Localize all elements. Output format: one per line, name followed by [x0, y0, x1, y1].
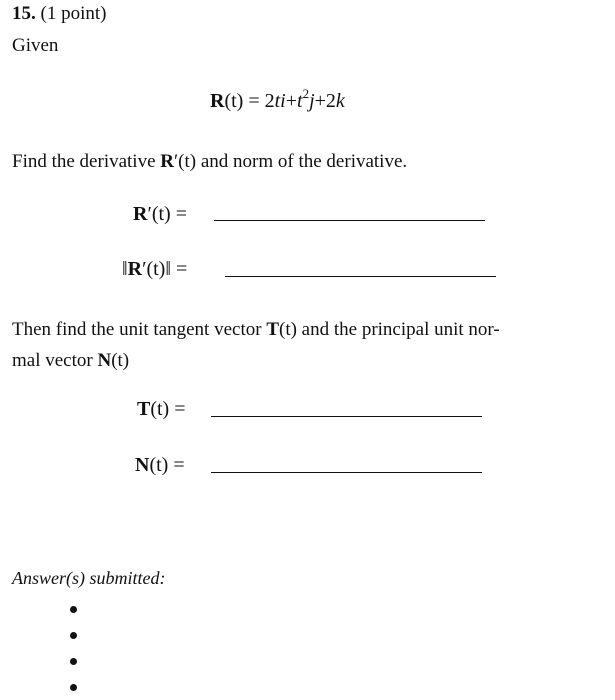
r-prime-vector: R [133, 203, 148, 225]
unit-vector-instruction [12, 314, 602, 376]
answer-bullet [70, 658, 77, 665]
r-prime-rest: ′(t) = [147, 203, 187, 225]
position-equation [210, 86, 345, 113]
tangent-input[interactable] [211, 416, 482, 417]
r-prime-row [133, 203, 187, 226]
derivative-instruction [12, 146, 602, 177]
instruction-text: mal vector [12, 350, 98, 371]
equation-exponent: 2 [302, 86, 310, 101]
equation-t: t [297, 90, 303, 112]
problem-points: (1 point) [40, 3, 107, 24]
answers-submitted-label: Answer(s) submitted: [12, 568, 166, 588]
equation-arg: (t) = 2 [224, 90, 275, 112]
normal-vector: N [135, 454, 150, 476]
tangent-label [137, 398, 186, 421]
answer-bullet [70, 632, 77, 639]
r-prime-label [133, 203, 187, 226]
r-prime-input[interactable] [214, 220, 485, 221]
tangent-vector: T [137, 398, 151, 420]
instruction-text: (t) [111, 350, 130, 371]
norm-vector: R [127, 258, 143, 280]
equation-plus-2: +2 [314, 90, 336, 112]
tangent-rest: (t) = [150, 398, 186, 420]
norm-row [122, 258, 187, 281]
answer-bullet [70, 684, 77, 691]
instruction-text: Find the derivative [12, 151, 161, 172]
norm-prefix: ‖ [122, 258, 128, 280]
norm-rest: ′(t)‖ = [142, 258, 188, 280]
instruction-text: (t) and the principal unit nor- [279, 319, 500, 340]
answer-bullet [70, 606, 77, 613]
normal-input[interactable] [211, 472, 482, 473]
normal-label [135, 454, 185, 477]
equation-j: j [309, 90, 315, 112]
instruction-text: ′(t) and norm of the derivative. [174, 151, 408, 172]
norm-input[interactable] [225, 276, 496, 277]
normal-rest: (t) = [149, 454, 185, 476]
given-label: Given [12, 35, 59, 56]
problem-number: 15. [12, 3, 36, 24]
equation-plus-1: + [285, 90, 298, 112]
equation-k: k [335, 90, 345, 112]
norm-label [122, 258, 187, 281]
instruction-text: Then find the unit tangent vector [12, 319, 267, 340]
instruction-vector-n: N [97, 350, 112, 371]
instruction-vector-t: T [266, 319, 279, 340]
equation-vector-r: R [210, 90, 225, 112]
tangent-row [137, 398, 186, 421]
instruction-vector-r: R [160, 151, 175, 172]
equation-ti: ti [274, 90, 286, 112]
normal-row [135, 454, 185, 477]
problem-header [12, 3, 106, 25]
